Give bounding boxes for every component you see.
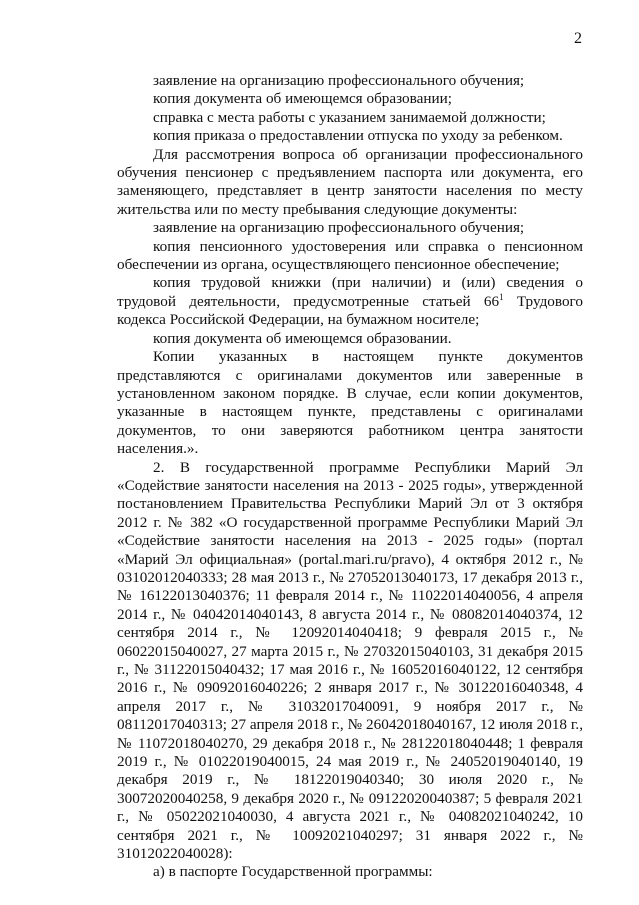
paragraph: а) в паспорте Государственной программы: xyxy=(153,863,433,881)
labor-text-after: Трудового кодекса Российской Федерации, на бумажном носителе; xyxy=(117,292,584,329)
paragraph: копия приказа о предоставлении отпуска по уходу за ребенком. xyxy=(153,127,563,145)
paragraph: справка с места работы с указанием занимаемой должности; xyxy=(153,108,546,126)
article-superscript: 1 xyxy=(499,291,504,302)
paragraph: копия документа об имеющемся образовании. xyxy=(153,329,452,347)
paragraph: Для рассмотрения вопроса об организации профессионального обучения пенсионер с предъявлением паспорта или документа, его заменяющего, представляет в центр занятости населения по месту жительства или по месту пребывания следующие документы: xyxy=(117,145,583,218)
paragraph: копия документа об имеющемся образовании; xyxy=(153,90,452,108)
document-body xyxy=(117,72,583,882)
labor-text-before: копия трудовой книжки (при наличии) и (или) сведения о трудовой деятельности, предусмотренные статьей 66 xyxy=(117,274,583,310)
page-number: 2 xyxy=(574,30,582,47)
paragraph-program-amendment: 2. В государственной программе Республики Марий Эл «Содействие занятости населения на 2013 - 2025 годы», утвержденной постановлением Правительства Республики Марий Эл от 3 октября 2012 г. № 382 «О государственной программе Республики Марий Эл «Содействие занятости населения на 2013 - 2025 годы» (портал «Марий Эл официальная» (portal.mari.ru/pravo), 4 октября 2012 г., № 03102012040333; 28 мая 2013 г., № 27052013040173, 17 декабря 2013 г., № 16122013040376; 11 февраля 2014 г., № 11022014040056, 4 апреля 2014 г., № 04042014040143, 8 августа 2014 г., № 08082014040374, 12 сентября 2014 г., № 12092014040418; 9 февраля 2015 г., № 06022015040027, 27 марта 2015 г., № 27032015040103, 31 декабря 2015 г., № 31122015040432; 17 мая 2016 г., № 16052016040122, 12 сентября 2016 г., № 09092016040226; 2 января 2017 г., № 30122016040348, 4 апреля 2017 г., № 31032017040091, 9 ноября 2017 г., № 08112017040313; 27 апреля 2018 г., № 26042018040167, 12 июля 2018 г., № 11072018040270, 29 декабря 2018 г., № 28122018040448; 1 февраля 2019 г., № 01022019040015, 24 мая 2019 г., № 24052019040140, 19 декабря 2019 г., № 18122019040340; 30 июля 2020 г., № 30072020040258, 9 декабря 2020 г., № 09122020040387; 5 февраля 2021 г., № 05022021040030, 4 августа 2021 г., № 04082021040242, 10 сентября 2021 г., № 10092021040297; 31 января 2022 г., № 31012022040028): xyxy=(117,458,583,863)
paragraph: заявление на организацию профессионального обучения; xyxy=(153,219,525,237)
paragraph: Копии указанных в настоящем пункте документов представляются с оригиналами документов или заверенные в установленном законом порядке. В случае, если копии документов, указанные в настоящем пункте, представлены с оригиналами документов, то они заверяются работником центра занятости населения.». xyxy=(117,348,583,458)
paragraph: копия пенсионного удостоверения или справка о пенсионном обеспечении из органа, осуществляющего пенсионное обеспечение; xyxy=(117,237,583,274)
paragraph: заявление на организацию профессионального обучения; xyxy=(153,72,525,89)
paragraph-labor-record xyxy=(117,274,583,329)
